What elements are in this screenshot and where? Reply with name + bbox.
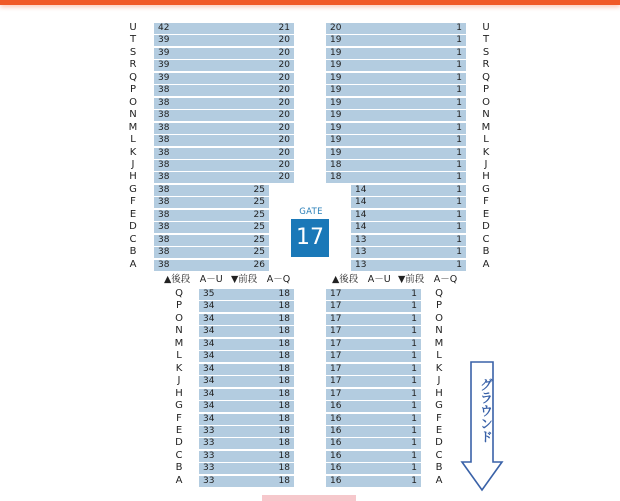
top-accent-bar: [0, 0, 620, 5]
lower-row-label-right: N: [435, 325, 443, 336]
seat-block-upper-right[interactable]: [351, 260, 466, 271]
upper-row-label-right: N: [482, 109, 490, 120]
seat-block-lower-left[interactable]: [199, 401, 294, 412]
seat-block-lower-left[interactable]: [199, 289, 294, 300]
seat-block-upper-left[interactable]: [154, 235, 269, 246]
seat-block-upper-left[interactable]: [154, 160, 294, 171]
lower-left-back-header: ▲後段 A－U: [164, 274, 223, 285]
upper-row-label-left: E: [129, 209, 137, 220]
seat-end-number: 1: [456, 23, 462, 33]
seat-end-number: 1: [411, 401, 417, 411]
seat-block-upper-right[interactable]: [326, 23, 466, 34]
seat-end-number: 1: [456, 60, 462, 70]
seat-block-lower-left[interactable]: [199, 351, 294, 362]
seat-block-lower-right[interactable]: [326, 389, 421, 400]
seat-end-number: 18: [278, 376, 290, 386]
seat-start-number: 16: [330, 463, 342, 473]
seat-end-number: 18: [278, 438, 290, 448]
seat-start-number: 38: [158, 148, 170, 158]
upper-row-label-right: L: [483, 134, 489, 145]
seat-block-upper-right[interactable]: [326, 98, 466, 109]
seat-end-number: 25: [253, 197, 265, 207]
seat-start-number: 16: [330, 401, 342, 411]
seat-start-number: 19: [330, 98, 342, 108]
seat-end-number: 25: [253, 222, 265, 232]
seat-end-number: 21: [278, 23, 290, 33]
seat-end-number: 1: [456, 235, 462, 245]
seat-start-number: 33: [203, 476, 215, 486]
seat-block-lower-right[interactable]: [326, 451, 421, 462]
upper-row-label-left: B: [129, 246, 137, 257]
seat-block-upper-left[interactable]: [154, 123, 294, 134]
lower-row-label-left: K: [175, 363, 183, 374]
seat-start-number: 38: [158, 222, 170, 232]
seat-start-number: 38: [158, 185, 170, 195]
upper-row-label-right: H: [482, 171, 490, 182]
seat-end-number: 18: [278, 364, 290, 374]
seat-start-number: 14: [355, 210, 367, 220]
seat-start-number: 34: [203, 376, 215, 386]
gate-number-box[interactable]: 17: [291, 219, 329, 257]
upper-row-label-left: D: [129, 221, 137, 232]
seat-end-number: 25: [253, 185, 265, 195]
upper-row-label-left: U: [129, 22, 137, 33]
seat-block-lower-left[interactable]: [199, 463, 294, 474]
seat-start-number: 16: [330, 438, 342, 448]
seat-end-number: 25: [253, 247, 265, 257]
seat-block-lower-left[interactable]: [199, 476, 294, 487]
seat-block-upper-left[interactable]: [154, 73, 294, 84]
seat-block-lower-right[interactable]: [326, 376, 421, 387]
lower-row-label-right: E: [435, 425, 443, 436]
seat-end-number: 25: [253, 210, 265, 220]
seat-block-lower-left[interactable]: [199, 426, 294, 437]
seat-block-lower-left[interactable]: [199, 339, 294, 350]
seat-block-upper-left[interactable]: [154, 85, 294, 96]
lower-row-label-right: C: [435, 450, 443, 461]
seat-start-number: 17: [330, 376, 342, 386]
lower-row-label-left: C: [175, 450, 183, 461]
seat-block-upper-left[interactable]: [154, 222, 269, 233]
seat-start-number: 33: [203, 426, 215, 436]
seat-start-number: 14: [355, 197, 367, 207]
upper-row-label-left: L: [130, 134, 136, 145]
seat-start-number: 42: [158, 23, 170, 33]
seat-block-lower-right[interactable]: [326, 364, 421, 375]
seat-end-number: 20: [278, 60, 290, 70]
seat-start-number: 34: [203, 364, 215, 374]
seat-block-lower-right[interactable]: [326, 339, 421, 350]
seat-end-number: 18: [278, 476, 290, 486]
seat-block-lower-left[interactable]: [199, 438, 294, 449]
upper-row-label-right: C: [482, 234, 490, 245]
seat-start-number: 19: [330, 60, 342, 70]
seat-end-number: 18: [278, 314, 290, 324]
seat-start-number: 38: [158, 98, 170, 108]
seat-block-upper-left[interactable]: [154, 35, 294, 46]
seat-end-number: 1: [456, 160, 462, 170]
upper-row-label-right: Q: [482, 72, 490, 83]
seat-block-upper-left[interactable]: [154, 185, 269, 196]
seat-block-lower-right[interactable]: [326, 401, 421, 412]
seat-start-number: 38: [158, 135, 170, 145]
seat-start-number: 18: [330, 172, 342, 182]
seat-end-number: 1: [456, 148, 462, 158]
seat-start-number: 33: [203, 438, 215, 448]
upper-row-label-left: M: [128, 122, 138, 133]
seat-start-number: 34: [203, 314, 215, 324]
upper-row-label-right: F: [483, 196, 489, 207]
upper-row-label-right: R: [482, 59, 490, 70]
seat-block-upper-left[interactable]: [154, 135, 294, 146]
seat-start-number: 19: [330, 85, 342, 95]
seat-end-number: 1: [456, 73, 462, 83]
seat-end-number: 20: [278, 110, 290, 120]
seat-start-number: 33: [203, 463, 215, 473]
seat-block-upper-right[interactable]: [326, 123, 466, 134]
seat-start-number: 17: [330, 326, 342, 336]
upper-row-label-left: T: [129, 34, 137, 45]
seat-start-number: 19: [330, 110, 342, 120]
seat-end-number: 1: [456, 247, 462, 257]
lower-row-label-right: B: [435, 462, 443, 473]
seat-end-number: 20: [278, 73, 290, 83]
seat-start-number: 38: [158, 260, 170, 270]
seat-block-lower-left[interactable]: [199, 376, 294, 387]
seat-end-number: 1: [411, 476, 417, 486]
seat-end-number: 1: [411, 326, 417, 336]
seat-start-number: 19: [330, 73, 342, 83]
seat-end-number: 18: [278, 289, 290, 299]
seat-start-number: 38: [158, 85, 170, 95]
seat-start-number: 39: [158, 35, 170, 45]
seat-start-number: 19: [330, 135, 342, 145]
lower-row-label-left: O: [175, 313, 183, 324]
seat-start-number: 13: [355, 247, 367, 257]
seat-end-number: 1: [411, 463, 417, 473]
seat-start-number: 17: [330, 351, 342, 361]
seat-end-number: 1: [411, 351, 417, 361]
seat-start-number: 34: [203, 389, 215, 399]
lower-row-label-left: D: [175, 437, 183, 448]
upper-row-label-left: K: [129, 147, 137, 158]
seat-end-number: 18: [278, 389, 290, 399]
seat-end-number: 18: [278, 301, 290, 311]
upper-row-label-right: M: [481, 122, 491, 133]
seat-start-number: 34: [203, 326, 215, 336]
upper-row-label-right: S: [482, 47, 490, 58]
seat-end-number: 18: [278, 463, 290, 473]
lower-row-label-right: M: [434, 338, 444, 349]
seat-end-number: 20: [278, 48, 290, 58]
seat-block-lower-right[interactable]: [326, 351, 421, 362]
seat-end-number: 20: [278, 160, 290, 170]
seat-end-number: 1: [411, 414, 417, 424]
seat-end-number: 20: [278, 135, 290, 145]
lower-row-label-left: F: [176, 413, 182, 424]
seat-block-upper-left[interactable]: [154, 60, 294, 71]
seat-start-number: 17: [330, 364, 342, 374]
seat-start-number: 16: [330, 414, 342, 424]
seat-block-upper-left[interactable]: [154, 260, 269, 271]
seat-start-number: 34: [203, 339, 215, 349]
seat-block-upper-right[interactable]: [326, 60, 466, 71]
upper-row-label-left: H: [129, 171, 137, 182]
seat-start-number: 34: [203, 351, 215, 361]
seat-end-number: 20: [278, 148, 290, 158]
seat-block-lower-left[interactable]: [199, 451, 294, 462]
seat-start-number: 19: [330, 35, 342, 45]
seat-end-number: 1: [411, 438, 417, 448]
seat-block-upper-right[interactable]: [326, 160, 466, 171]
seat-block-lower-left[interactable]: [199, 326, 294, 337]
seat-end-number: 1: [411, 376, 417, 386]
seat-block-upper-right[interactable]: [351, 197, 466, 208]
seat-start-number: 38: [158, 210, 170, 220]
lower-row-label-left: E: [175, 425, 183, 436]
upper-row-label-right: P: [482, 84, 490, 95]
seat-end-number: 1: [456, 197, 462, 207]
lower-row-label-right: G: [435, 400, 443, 411]
lower-row-label-left: A: [175, 475, 183, 486]
lower-row-label-left: B: [175, 462, 183, 473]
lower-right-back-header: ▲後段 A－U: [332, 274, 391, 285]
seat-block-upper-left[interactable]: [154, 23, 294, 34]
seat-end-number: 1: [456, 123, 462, 133]
seat-block-lower-right[interactable]: [326, 426, 421, 437]
seat-block-upper-left[interactable]: [154, 247, 269, 258]
seat-block-upper-right[interactable]: [351, 247, 466, 258]
upper-row-label-right: K: [482, 147, 490, 158]
seat-end-number: 1: [411, 364, 417, 374]
seat-start-number: 19: [330, 48, 342, 58]
upper-row-label-left: N: [129, 109, 137, 120]
seat-start-number: 13: [355, 235, 367, 245]
seat-start-number: 38: [158, 197, 170, 207]
upper-row-label-right: O: [482, 97, 490, 108]
lower-row-label-left: Q: [175, 288, 183, 299]
seat-end-number: 20: [278, 98, 290, 108]
seat-end-number: 1: [456, 185, 462, 195]
seat-block-lower-left[interactable]: [199, 314, 294, 325]
seat-start-number: 33: [203, 451, 215, 461]
seat-end-number: 1: [411, 389, 417, 399]
lower-row-label-right: J: [437, 375, 441, 386]
lower-row-label-left: J: [177, 375, 181, 386]
upper-row-label-left: Q: [129, 72, 137, 83]
seat-block-upper-right[interactable]: [326, 110, 466, 121]
seat-start-number: 35: [203, 289, 215, 299]
upper-row-label-right: U: [482, 22, 490, 33]
seat-block-lower-right[interactable]: [326, 476, 421, 487]
upper-row-label-left: G: [129, 184, 137, 195]
gate-label: GATE: [299, 207, 323, 217]
seat-block-upper-left[interactable]: [154, 98, 294, 109]
lower-row-label-right: P: [435, 300, 443, 311]
seat-end-number: 18: [278, 451, 290, 461]
lower-row-label-right: O: [435, 313, 443, 324]
seat-block-upper-right[interactable]: [326, 135, 466, 146]
seat-block-upper-left[interactable]: [154, 210, 269, 221]
upper-row-label-left: J: [131, 159, 135, 170]
seat-end-number: 25: [253, 235, 265, 245]
seat-start-number: 34: [203, 414, 215, 424]
seat-end-number: 20: [278, 85, 290, 95]
lower-row-label-left: H: [175, 388, 183, 399]
lower-row-label-right: K: [435, 363, 443, 374]
seat-block-upper-right[interactable]: [351, 222, 466, 233]
seat-end-number: 1: [456, 260, 462, 270]
upper-row-label-left: O: [129, 97, 137, 108]
seat-end-number: 20: [278, 35, 290, 45]
seat-end-number: 1: [456, 48, 462, 58]
seat-start-number: 39: [158, 48, 170, 58]
lower-row-label-right: L: [436, 350, 442, 361]
seat-block-upper-right[interactable]: [326, 172, 466, 183]
seat-start-number: 17: [330, 314, 342, 324]
seat-block-lower-right[interactable]: [326, 301, 421, 312]
lower-row-label-left: L: [176, 350, 182, 361]
ground-label: グラウンド: [477, 378, 492, 443]
lower-row-label-left: P: [175, 300, 183, 311]
seat-block-upper-right[interactable]: [326, 73, 466, 84]
seat-start-number: 18: [330, 160, 342, 170]
seat-block-upper-left[interactable]: [154, 172, 294, 183]
lower-row-label-right: H: [435, 388, 443, 399]
upper-row-label-right: E: [482, 209, 490, 220]
seat-start-number: 38: [158, 235, 170, 245]
seat-block-upper-right[interactable]: [326, 35, 466, 46]
seat-end-number: 1: [456, 110, 462, 120]
seat-block-upper-right[interactable]: [351, 185, 466, 196]
seat-end-number: 20: [278, 172, 290, 182]
seat-start-number: 34: [203, 401, 215, 411]
upper-row-label-right: D: [482, 221, 490, 232]
seat-start-number: 38: [158, 160, 170, 170]
lower-row-label-left: N: [175, 325, 183, 336]
upper-row-label-right: G: [482, 184, 490, 195]
lower-right-front-header: ▼前段 A－Q: [398, 274, 458, 285]
seat-end-number: 1: [411, 289, 417, 299]
seat-end-number: 18: [278, 426, 290, 436]
seat-start-number: 34: [203, 301, 215, 311]
seat-block-lower-right[interactable]: [326, 326, 421, 337]
seat-start-number: 38: [158, 110, 170, 120]
seat-block-lower-left[interactable]: [199, 301, 294, 312]
seat-block-upper-left[interactable]: [154, 197, 269, 208]
seat-block-upper-right[interactable]: [326, 85, 466, 96]
lower-left-front-header: ▼前段 A－Q: [231, 274, 291, 285]
upper-row-label-right: T: [482, 34, 490, 45]
seat-start-number: 19: [330, 123, 342, 133]
seat-end-number: 1: [456, 35, 462, 45]
seat-block-lower-left[interactable]: [199, 364, 294, 375]
seat-block-upper-right[interactable]: [351, 235, 466, 246]
seat-end-number: 18: [278, 401, 290, 411]
seat-start-number: 38: [158, 123, 170, 133]
seat-start-number: 14: [355, 222, 367, 232]
seat-start-number: 39: [158, 73, 170, 83]
seat-end-number: 26: [253, 260, 265, 270]
seat-end-number: 18: [278, 351, 290, 361]
seat-end-number: 1: [456, 172, 462, 182]
seat-start-number: 13: [355, 260, 367, 270]
seat-end-number: 1: [411, 426, 417, 436]
seat-start-number: 16: [330, 426, 342, 436]
upper-row-label-left: S: [129, 47, 137, 58]
seat-block-upper-left[interactable]: [154, 48, 294, 59]
seat-start-number: 14: [355, 185, 367, 195]
seat-start-number: 38: [158, 172, 170, 182]
upper-row-label-left: A: [129, 259, 137, 270]
seat-start-number: 39: [158, 60, 170, 70]
seat-block-lower-left[interactable]: [199, 414, 294, 425]
seat-end-number: 18: [278, 326, 290, 336]
seat-end-number: 1: [411, 301, 417, 311]
seat-end-number: 1: [456, 135, 462, 145]
seat-end-number: 1: [411, 339, 417, 349]
seat-block-lower-right[interactable]: [326, 414, 421, 425]
seat-end-number: 1: [456, 222, 462, 232]
upper-row-label-right: B: [482, 246, 490, 257]
seat-start-number: 16: [330, 451, 342, 461]
seat-start-number: 20: [330, 23, 342, 33]
seat-block-upper-left[interactable]: [154, 110, 294, 121]
seat-start-number: 38: [158, 247, 170, 257]
lower-row-label-right: Q: [435, 288, 443, 299]
bottom-pink-bar: [262, 495, 356, 501]
seat-end-number: 1: [411, 451, 417, 461]
seat-block-lower-right[interactable]: [326, 289, 421, 300]
seat-end-number: 20: [278, 123, 290, 133]
seat-block-upper-right[interactable]: [351, 210, 466, 221]
lower-row-label-right: F: [436, 413, 442, 424]
seat-block-upper-right[interactable]: [326, 148, 466, 159]
seat-block-lower-left[interactable]: [199, 389, 294, 400]
seat-start-number: 17: [330, 389, 342, 399]
lower-row-label-left: G: [175, 400, 183, 411]
seat-end-number: 1: [456, 210, 462, 220]
upper-row-label-left: R: [129, 59, 137, 70]
seat-end-number: 18: [278, 339, 290, 349]
seat-end-number: 1: [456, 98, 462, 108]
seat-end-number: 18: [278, 414, 290, 424]
seat-start-number: 17: [330, 289, 342, 299]
lower-row-label-right: A: [435, 475, 443, 486]
seat-end-number: 1: [411, 314, 417, 324]
upper-row-label-left: F: [130, 196, 136, 207]
seat-block-lower-right[interactable]: [326, 314, 421, 325]
seat-start-number: 19: [330, 148, 342, 158]
seat-start-number: 17: [330, 339, 342, 349]
seat-block-upper-left[interactable]: [154, 148, 294, 159]
seat-block-lower-right[interactable]: [326, 438, 421, 449]
seat-block-upper-right[interactable]: [326, 48, 466, 59]
seat-end-number: 1: [456, 85, 462, 95]
lower-row-label-right: D: [435, 437, 443, 448]
upper-row-label-right: A: [482, 259, 490, 270]
seat-start-number: 16: [330, 476, 342, 486]
upper-row-label-right: J: [484, 159, 488, 170]
seat-block-lower-right[interactable]: [326, 463, 421, 474]
upper-row-label-left: C: [129, 234, 137, 245]
lower-row-label-left: M: [174, 338, 184, 349]
seat-start-number: 17: [330, 301, 342, 311]
upper-row-label-left: P: [129, 84, 137, 95]
